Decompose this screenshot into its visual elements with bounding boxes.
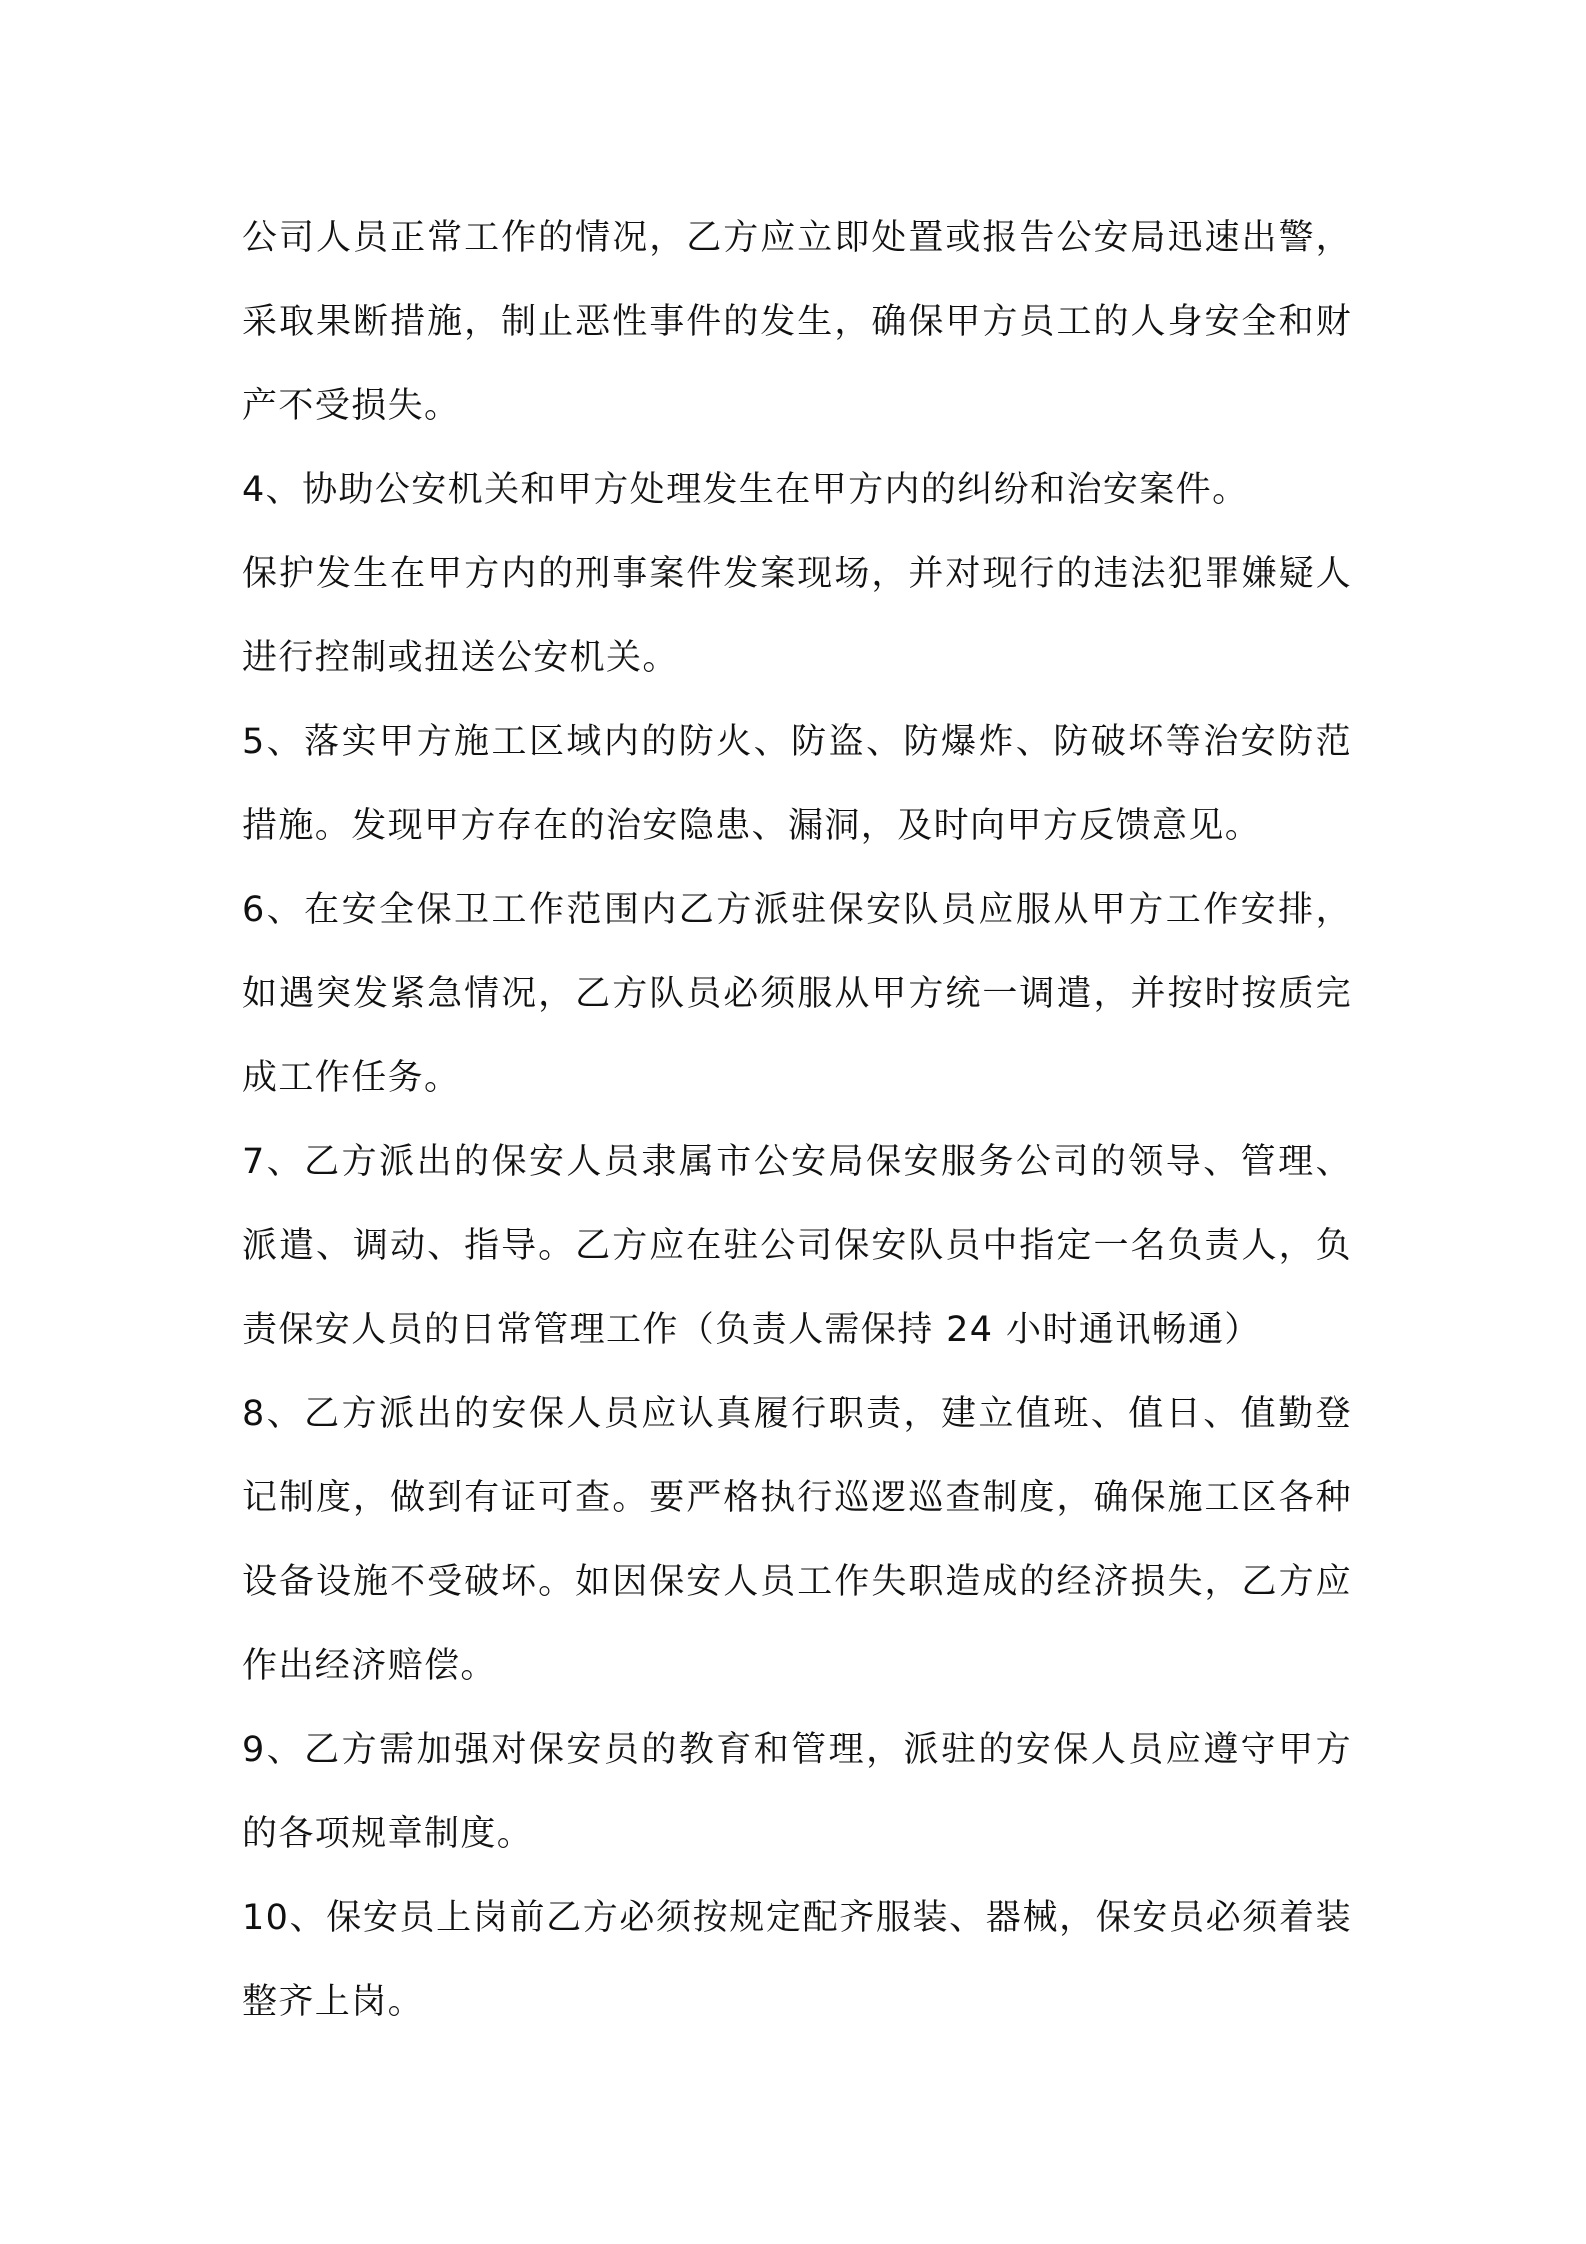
text-line: 4、协助公安机关和甲方处理发生在甲方内的纠纷和治安案件。 — [242, 470, 1249, 510]
text-line: 记制度，做到有证可查。要严格执行巡逻巡查制度，确保施工区各种 — [242, 1478, 1352, 1518]
text-line: 8、乙方派出的安保人员应认真履行职责，建立值班、值日、值勤登 — [242, 1394, 1352, 1434]
text-line: 公司人员正常工作的情况，乙方应立即处置或报告公安局迅速出警， — [242, 218, 1352, 258]
text-line: 措施。发现甲方存在的治安隐患、漏洞，及时向甲方反馈意见。 — [242, 806, 1262, 846]
text-line: 9、乙方需加强对保安员的教育和管理，派驻的安保人员应遵守甲方 — [242, 1730, 1352, 1770]
document-body — [242, 196, 1352, 2044]
text-line: 保护发生在甲方内的刑事案件发案现场，并对现行的违法犯罪嫌疑人 — [242, 554, 1352, 594]
text-line: 如遇突发紧急情况，乙方队员必须服从甲方统一调遣，并按时按质完 — [242, 974, 1352, 1014]
text-line: 6、在安全保卫工作范围内乙方派驻保安队员应服从甲方工作安排， — [242, 890, 1352, 930]
text-line: 的各项规章制度。 — [242, 1814, 534, 1854]
text-line: 设备设施不受破坏。如因保安人员工作失职造成的经济损失，乙方应 — [242, 1562, 1352, 1602]
text-line: 10、保安员上岗前乙方必须按规定配齐服装、器械，保安员必须着装 — [242, 1898, 1352, 1938]
text-line: 7、乙方派出的保安人员隶属市公安局保安服务公司的领导、管理、 — [242, 1142, 1352, 1182]
text-line: 成工作任务。 — [242, 1058, 461, 1098]
text-line: 5、落实甲方施工区域内的防火、防盗、防爆炸、防破坏等治安防范 — [242, 722, 1352, 762]
text-line: 作出经济赔偿。 — [242, 1646, 497, 1686]
text-line: 采取果断措施，制止恶性事件的发生，确保甲方员工的人身安全和财 — [242, 302, 1352, 342]
text-line: 责保安人员的日常管理工作（负责人需保持 24 小时通讯畅通） — [242, 1310, 1261, 1350]
text-line: 派遣、调动、指导。乙方应在驻公司保安队员中指定一名负责人，负 — [242, 1226, 1352, 1266]
text-line: 整齐上岗。 — [242, 1982, 425, 2022]
text-line: 产不受损失。 — [242, 386, 461, 426]
text-line: 进行控制或扭送公安机关。 — [242, 638, 679, 678]
